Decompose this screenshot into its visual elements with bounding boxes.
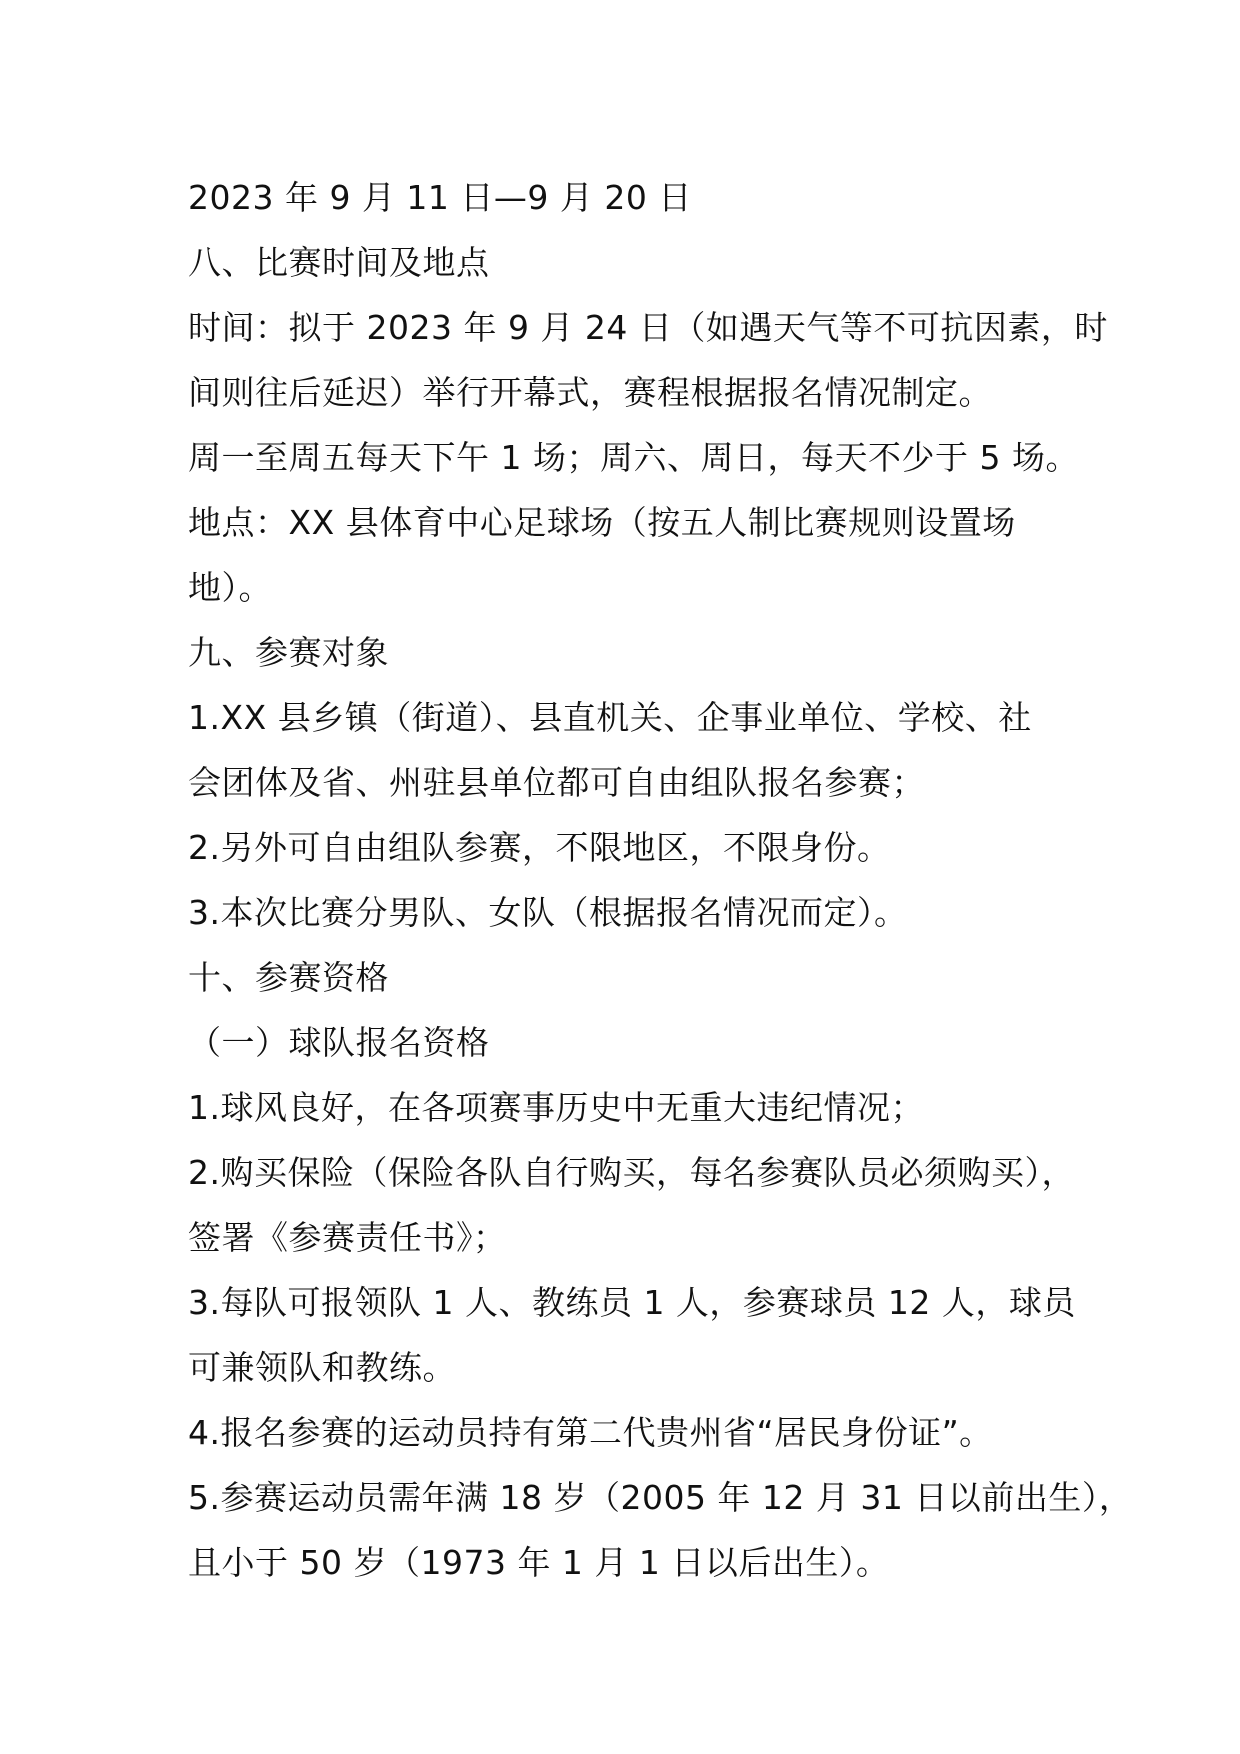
line-eligibility-2b: 签署《参赛责任书》；	[188, 1218, 507, 1257]
line-time-2: 间则往后延迟）举行开幕式，赛程根据报名情况制定。	[188, 373, 992, 412]
line-participants-1a: 1.XX 县乡镇（街道）、县直机关、企事业单位、学校、社	[188, 698, 1032, 737]
subheading-team-eligibility: （一）球队报名资格	[188, 1023, 490, 1062]
document-body	[188, 165, 1133, 1595]
line-venue-1: 地点：XX 县体育中心足球场（按五人制比赛规则设置场	[188, 503, 1016, 542]
line-schedule: 周一至周五每天下午 1 场；周六、周日，每天不少于 5 场。	[188, 438, 1079, 477]
line-time-1: 时间：拟于 2023 年 9 月 24 日（如遇天气等不可抗因素，时	[188, 308, 1108, 347]
line-eligibility-3a: 3.每队可报领队 1 人、教练员 1 人，参赛球员 12 人，球员	[188, 1283, 1076, 1322]
heading-section-9: 九、参赛对象	[188, 633, 389, 672]
line-participants-3: 3.本次比赛分男队、女队（根据报名情况而定）。	[188, 893, 908, 932]
line-participants-1b: 会团体及省、州驻县单位都可自由组队报名参赛；	[188, 763, 925, 802]
line-eligibility-1: 1.球风良好，在各项赛事历史中无重大违纪情况；	[188, 1088, 924, 1127]
line-registration-date: 2023 年 9 月 11 日—9 月 20 日	[188, 178, 692, 217]
line-venue-2: 地）。	[188, 568, 272, 607]
line-eligibility-3b: 可兼领队和教练。	[188, 1348, 456, 1387]
line-eligibility-4: 4.报名参赛的运动员持有第二代贵州省“居民身份证”。	[188, 1413, 993, 1452]
line-eligibility-5a: 5.参赛运动员需年满 18 岁（2005 年 12 月 31 日以前出生），	[188, 1478, 1133, 1517]
heading-section-10: 十、参赛资格	[188, 958, 389, 997]
line-eligibility-5b: 且小于 50 岁（1973 年 1 月 1 日以后出生）。	[188, 1543, 890, 1582]
line-participants-2: 2.另外可自由组队参赛，不限地区，不限身份。	[188, 828, 891, 867]
heading-section-8: 八、比赛时间及地点	[188, 243, 490, 282]
line-eligibility-2a: 2.购买保险（保险各队自行购买，每名参赛队员必须购买），	[188, 1153, 1075, 1192]
